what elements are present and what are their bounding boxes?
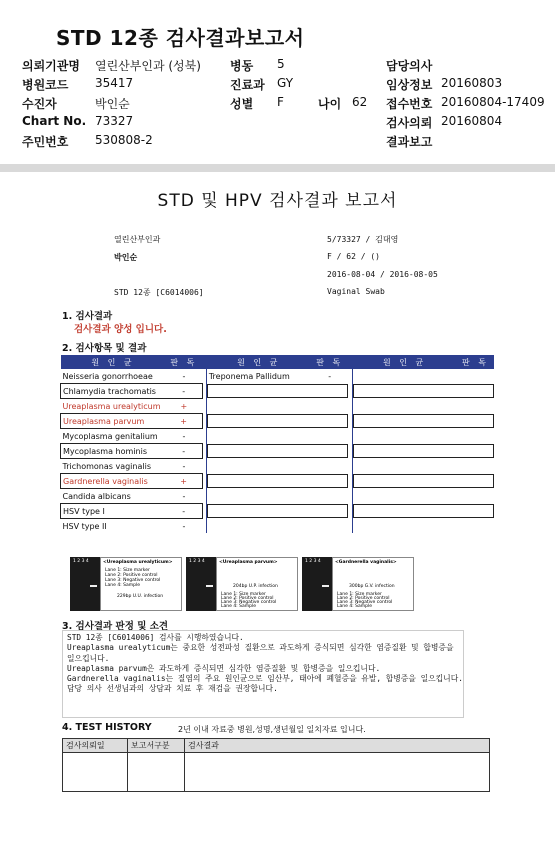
- col-judgment-1: 판 독: [165, 355, 202, 369]
- header-value: 20160804-17409: [441, 95, 545, 109]
- report-header: [0, 0, 555, 164]
- table-row: [61, 444, 495, 459]
- sex-age: F / 62 / (): [327, 252, 380, 261]
- gel-band-label: 300bp G.V. infection: [349, 584, 395, 589]
- header-label: 의뢰기관명: [22, 59, 80, 73]
- header-label: 병원코드: [22, 78, 69, 92]
- gel-legend-item: Lane 4: Sample: [337, 604, 372, 609]
- conclusion-line: STD 12종 [C6014006] 검사를 시행하였습니다.: [67, 633, 244, 642]
- gel-photo: [302, 557, 332, 611]
- history-cell: [185, 753, 490, 792]
- gel-legend-item: Lane 2: Positive control: [105, 573, 158, 578]
- organism-name: Neisseria gonorrhoeae: [62, 371, 153, 381]
- gel-legend-item: Lane 4: Sample: [105, 583, 140, 588]
- gel-legend-item: Lane 2: Positive control: [221, 596, 274, 601]
- gel-photo: [186, 557, 216, 611]
- organism-result: -: [182, 521, 186, 531]
- report-title: STD 및 HPV 검사결과 보고서: [157, 191, 398, 211]
- header-value: 530808-2: [95, 133, 153, 147]
- gel-legend-item: Lane 3: Negative control: [105, 578, 161, 583]
- specimen: Vaginal Swab: [327, 287, 385, 296]
- gel-band: [90, 585, 97, 587]
- table-row: [61, 384, 495, 399]
- gel-band: [322, 585, 329, 587]
- organism-name: Trichomonas vaginalis: [62, 461, 151, 471]
- header-label: 진료과: [230, 78, 265, 92]
- section2-title: 2. 검사항목 및 결과: [62, 343, 147, 354]
- report-paper: [0, 172, 555, 851]
- gel-band: [206, 585, 213, 587]
- organism-result: -: [165, 444, 202, 459]
- section1-title: 1. 검사결과: [62, 311, 113, 322]
- header-label: 임상정보: [386, 78, 433, 92]
- empty-result-box: [207, 444, 348, 458]
- header-label: 접수번호: [386, 97, 433, 111]
- col-judgment-3: 판 독: [457, 355, 494, 369]
- gel-legend-item: Lane 4: Sample: [221, 604, 256, 609]
- organism-result: +: [180, 401, 188, 411]
- header-value: 박인순: [95, 97, 130, 111]
- col-organism-1: 원 인 균: [61, 355, 166, 369]
- organism-result: -: [182, 491, 186, 501]
- gel-photo: [70, 557, 100, 611]
- table-row: [61, 489, 495, 504]
- header-value: 20160803: [441, 76, 503, 90]
- empty-result-box: [207, 384, 348, 398]
- history-col-type: 보고서구분: [128, 739, 185, 753]
- gel-lanes: 1 2 3 4: [189, 559, 205, 564]
- header-label: 주민번호: [22, 135, 69, 149]
- table-row: [61, 504, 495, 519]
- gel-title: <Ureaplasma urealyticum>: [103, 560, 173, 565]
- header-value: F: [277, 95, 284, 109]
- gel-panel: [100, 557, 182, 611]
- history-cell: [63, 753, 128, 792]
- gel-band-label: 229bp U.U. infection: [117, 594, 164, 599]
- empty-result-box: [353, 504, 494, 518]
- organism-result: -: [182, 371, 186, 381]
- section1-result: 검사결과 양성 입니다.: [74, 324, 167, 335]
- organism-name: Mycoplasma genitalium: [62, 431, 158, 441]
- gel-lanes: 1 2 3 4: [73, 559, 89, 564]
- history-table: [62, 738, 490, 792]
- empty-result-box: [353, 474, 494, 488]
- organism-result: -: [165, 504, 202, 519]
- table-row: [61, 369, 495, 384]
- header-label: 수진자: [22, 97, 57, 111]
- empty-result-box: [353, 414, 494, 428]
- organism-result: -: [165, 384, 202, 399]
- gel-panel: [216, 557, 298, 611]
- conclusion-line: 담당 의사 선생님과의 상담과 치료 후 재검을 권장합니다.: [67, 684, 278, 694]
- section3-title: 3. 검사결과 판정 및 소견: [62, 621, 169, 632]
- organism-name: HSV type II: [62, 521, 107, 531]
- organism-result: -: [182, 461, 186, 471]
- conclusion-line: Gardnerella vaginalis는 질염의 주요 원인균으로 임산부, 태아에 폐혈증을 유발, 합병증을 일으킵니다.: [67, 674, 463, 684]
- page-divider: [0, 164, 555, 172]
- results-table: [60, 355, 494, 533]
- header-value: 62: [352, 95, 368, 109]
- organism-name: Gardnerella vaginalis: [61, 474, 166, 489]
- hospital-name: 열린산부인과: [114, 235, 161, 244]
- organism-result: +: [165, 474, 202, 489]
- header-value: 열린산부인과 (성북): [95, 59, 201, 73]
- header-label: 나이: [318, 97, 342, 111]
- organism-result: +: [165, 414, 202, 429]
- gel-title: <Gardnerella vaginalis>: [335, 560, 397, 565]
- section4-title: 4. TEST HISTORY: [62, 722, 152, 733]
- gel-legend-item: Lane 2: Positive control: [337, 596, 390, 601]
- header-value: 73327: [95, 114, 134, 128]
- organism-result: -: [182, 431, 186, 441]
- page-title: STD 12종 검사결과보고서: [56, 26, 305, 50]
- organism-name: Chlamydia trachomatis: [61, 384, 166, 399]
- gel-legend-item: Lane 3: Negative control: [337, 600, 393, 605]
- header-value: 35417: [95, 76, 134, 90]
- organism-result: -: [328, 371, 332, 381]
- history-col-result: 검사결과: [185, 739, 490, 753]
- empty-result-box: [207, 504, 348, 518]
- chart-doctor: 5/73327 / 김대영: [327, 235, 399, 244]
- date-range: 2016-08-04 / 2016-08-05: [327, 270, 438, 279]
- gel-legend-item: Lane 1: Size marker: [221, 592, 266, 597]
- patient-name: 박인순: [114, 253, 138, 262]
- col-judgment-2: 판 독: [311, 355, 348, 369]
- test-name: STD 12종 [C6014006]: [114, 288, 204, 297]
- organism-name: Candida albicans: [62, 491, 131, 501]
- header-label: 성별: [230, 97, 254, 111]
- empty-result-box: [353, 384, 494, 398]
- gel-legend-item: Lane 1: Size marker: [105, 568, 150, 573]
- table-row: [61, 414, 495, 429]
- table-row: [61, 474, 495, 489]
- header-value: GY: [277, 76, 294, 90]
- gel-images: [70, 557, 555, 617]
- results-header-row: [61, 355, 495, 369]
- col-organism-3: 원 인 균: [352, 355, 457, 369]
- header-label: 담당의사: [386, 59, 433, 73]
- conclusion-line: 일으킵니다.: [67, 653, 110, 663]
- header-value: 5: [277, 57, 285, 71]
- gel-band-label: 204bp U.P. infection: [233, 584, 278, 589]
- header-label: 병동: [230, 59, 254, 73]
- col-organism-2: 원 인 균: [206, 355, 311, 369]
- conclusion-line: Ureaplasma urealyticum는 중요한 성전파성 질환으로 과도하게 증식되면 심각한 염증질환 및 합병증을: [67, 643, 454, 653]
- organism-name: Mycoplasma hominis: [61, 444, 166, 459]
- empty-result-box: [207, 474, 348, 488]
- conclusion-line: Ureaplasma parvum은 과도하게 증식되면 심각한 염증질환 및 합병증을 일으킵니다.: [67, 663, 381, 673]
- table-row: [61, 459, 495, 474]
- organism-name: Treponema Pallidum: [208, 371, 290, 381]
- section4-note: 2년 이내 자료중 병원,성명,생년월일 일치자료 입니다.: [178, 725, 366, 734]
- organism-name: Ureaplasma parvum: [61, 414, 166, 429]
- history-col-date: 검사의뢰일: [63, 739, 128, 753]
- gel-panel: [332, 557, 414, 611]
- header-label: 결과보고: [386, 135, 433, 149]
- header-value: 20160804: [441, 114, 503, 128]
- table-row: [61, 519, 495, 534]
- header-label: Chart No.: [22, 114, 87, 128]
- header-label: 검사의뢰: [386, 116, 433, 130]
- gel-lanes: 1 2 3 4: [305, 559, 321, 564]
- empty-result-box: [207, 414, 348, 428]
- organism-name: Ureaplasma urealyticum: [62, 401, 161, 411]
- empty-result-box: [353, 444, 494, 458]
- gel-legend-item: Lane 1: Size marker: [337, 592, 382, 597]
- history-cell: [128, 753, 185, 792]
- gel-legend-item: Lane 3: Negative control: [221, 600, 277, 605]
- organism-name: HSV type I: [61, 504, 166, 519]
- table-row: [61, 399, 495, 414]
- table-row: [61, 429, 495, 444]
- conclusion-box: [62, 630, 464, 718]
- gel-title: <Ureaplasma parvum>: [219, 560, 278, 565]
